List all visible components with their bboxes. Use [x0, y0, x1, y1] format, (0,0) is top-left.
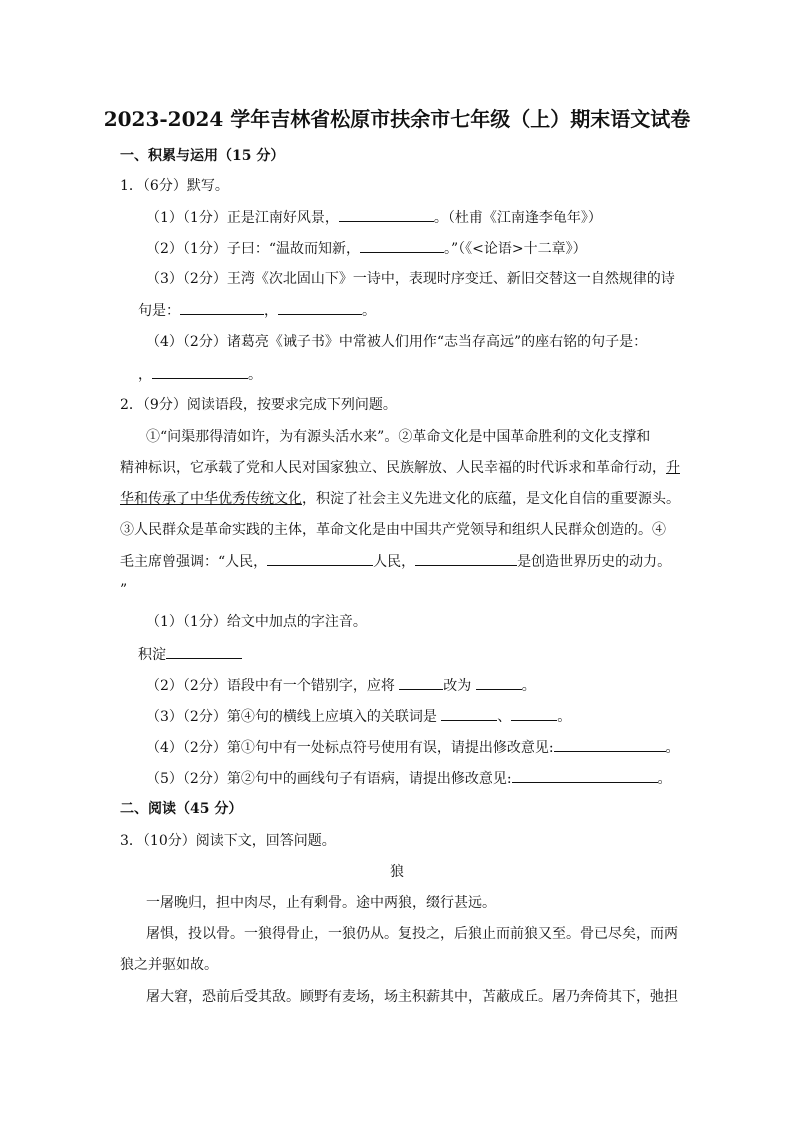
q1-item-3-line-1: （3）（2分）王湾《次北固山下》一诗中，表现时序变迁、新旧交替这一自然规律的诗	[146, 271, 675, 287]
q2-passage-line-2	[120, 458, 680, 478]
question-1-heading: 1．（6分）默写。	[120, 178, 229, 194]
q2-quote-end: 是创造世界历史的动力。	[517, 554, 672, 570]
q1-item-2	[146, 238, 587, 259]
q2-sub-1-word: 积淀	[138, 647, 166, 663]
q1-item-4-line-2	[138, 364, 262, 385]
passage-line-1: 一屠晚归，担中肉尽，止有剩骨。途中两狼，缀行甚远。	[146, 895, 496, 911]
q2-sub-3-prompt: （3）（2分）第④句的横线上应填入的关联词是	[146, 709, 437, 725]
q2-sub-5-blank[interactable]	[512, 768, 658, 783]
section-heading-1: 一、积累与运用（15 分）	[120, 148, 285, 164]
q2-passage-line-4: ③人民群众是革命实践的主体，革命文化是由中国共产党领导和组织人民群众创造的。④	[120, 522, 666, 538]
q1-item-4-separator: ，	[138, 367, 152, 383]
q1-item-4-line-1: （4）（2分）诸葛亮《诫子书》中常被人们用作“志当存高远”的座右铭的句子是：	[146, 334, 648, 350]
q2-sub-5-end: 。	[657, 771, 672, 787]
q1-item-2-source: 。”（《<论语>十二章》）	[443, 241, 587, 257]
q2-sub-3-blank-2[interactable]	[511, 706, 557, 721]
passage-line-2: 屠惧，投以骨。一狼得骨止，一狼仍从。复投之，后狼止而前狼又至。骨已尽矣，而两	[146, 926, 678, 942]
passage-title: 狼	[390, 864, 404, 880]
q1-item-3-label: 句是：	[138, 303, 180, 319]
q2-underlined-sentence-start: 升	[666, 460, 680, 476]
question-3-heading: 3．（10分）阅读下文，回答问题。	[120, 833, 336, 849]
passage-line-4: 屠大窘，恐前后受其敌。顾野有麦场，场主积薪其中，苫蔽成丘。屠乃奔倚其下，弛担	[146, 989, 678, 1005]
q2-passage-line-6: ”	[120, 582, 128, 598]
q2-sub-1-blank[interactable]	[166, 644, 242, 659]
q2-quote-start: 毛主席曾强调：“人民，	[120, 554, 268, 570]
q1-item-3-separator: ，	[264, 303, 278, 319]
q2-sub-4-prompt: （4）（2分）第①句中有一处标点符号使用有误，请提出修改意见:	[146, 740, 554, 756]
q1-item-1-blank[interactable]	[339, 207, 434, 222]
q2-blank-1[interactable]	[267, 551, 373, 566]
q2-blank-2[interactable]	[415, 551, 517, 566]
q2-passage-line-3-rest: ，积淀了社会主义先进文化的底蕴，是文化自信的重要源头。	[302, 491, 680, 507]
q1-item-1-source: 。（杜甫《江南逢李龟年》）	[433, 210, 602, 226]
q1-item-3-blank-1[interactable]	[180, 300, 264, 315]
q2-sub-2-prompt: （2）（2分）语段中有一个错别字，应将	[146, 678, 395, 694]
section-heading-2: 二、阅读（45 分）	[120, 801, 243, 817]
q2-sub-4-blank[interactable]	[554, 737, 666, 752]
q2-passage-line-2-text: 精神标识，它承载了党和人民对国家独立、民族解放、人民幸福的时代诉求和革命行动，	[120, 460, 666, 476]
q2-sub-2-blank-2[interactable]	[476, 675, 522, 690]
passage-line-3: 狼之并驱如故。	[120, 957, 218, 973]
q2-sub-2-blank-1[interactable]	[399, 675, 443, 690]
q1-item-1-prompt: （1）（1分）正是江南好风景，	[146, 210, 339, 226]
q2-sub-4	[146, 737, 680, 758]
q1-item-4-blank[interactable]	[152, 364, 248, 379]
q2-quote-middle: 人民，	[373, 554, 416, 570]
q1-item-2-prompt: （2）（1分）子曰：“温故而知新，	[146, 241, 360, 257]
q1-item-2-blank[interactable]	[360, 238, 444, 253]
q1-item-3-blank-2[interactable]	[278, 300, 362, 315]
q2-sub-5-prompt: （5）（2分）第②句中的画线句子有语病，请提出修改意见:	[146, 771, 512, 787]
q2-sub-3-separator: 、	[497, 709, 512, 725]
q1-item-3-end: 。	[362, 303, 376, 319]
q1-item-3-line-2	[138, 300, 376, 321]
q2-sub-2-middle: 改为	[443, 678, 472, 694]
q2-passage-line-5	[120, 551, 671, 572]
q2-underlined-sentence: 华和传承了中华优秀传统文化	[120, 491, 302, 507]
q2-sub-3-end: 。	[557, 709, 572, 725]
question-2-heading: 2．（9分）阅读语段，按要求完成下列问题。	[120, 397, 397, 413]
q2-sub-1: （1）（1分）给文中加点的字注音。	[146, 614, 367, 630]
q2-sub-3	[146, 706, 571, 727]
q2-sub-4-end: 。	[665, 740, 680, 756]
q2-sub-3-blank-1[interactable]	[441, 706, 497, 721]
page-title: 2023-2024 学年吉林省松原市扶余市七年级（上）期末语文试卷	[103, 107, 691, 131]
q1-item-1	[146, 207, 602, 228]
q2-passage-line-1: ①“问渠那得清如许，为有源头活水来”。②革命文化是中国革命胜利的文化支撑和	[146, 429, 651, 445]
q2-sub-2	[146, 675, 536, 696]
q2-sub-1-answer-line	[138, 644, 242, 665]
q2-sub-2-end: 。	[521, 678, 536, 694]
q1-item-4-end: 。	[248, 367, 262, 383]
q2-passage-line-3	[120, 489, 680, 509]
q2-sub-5	[146, 768, 672, 789]
